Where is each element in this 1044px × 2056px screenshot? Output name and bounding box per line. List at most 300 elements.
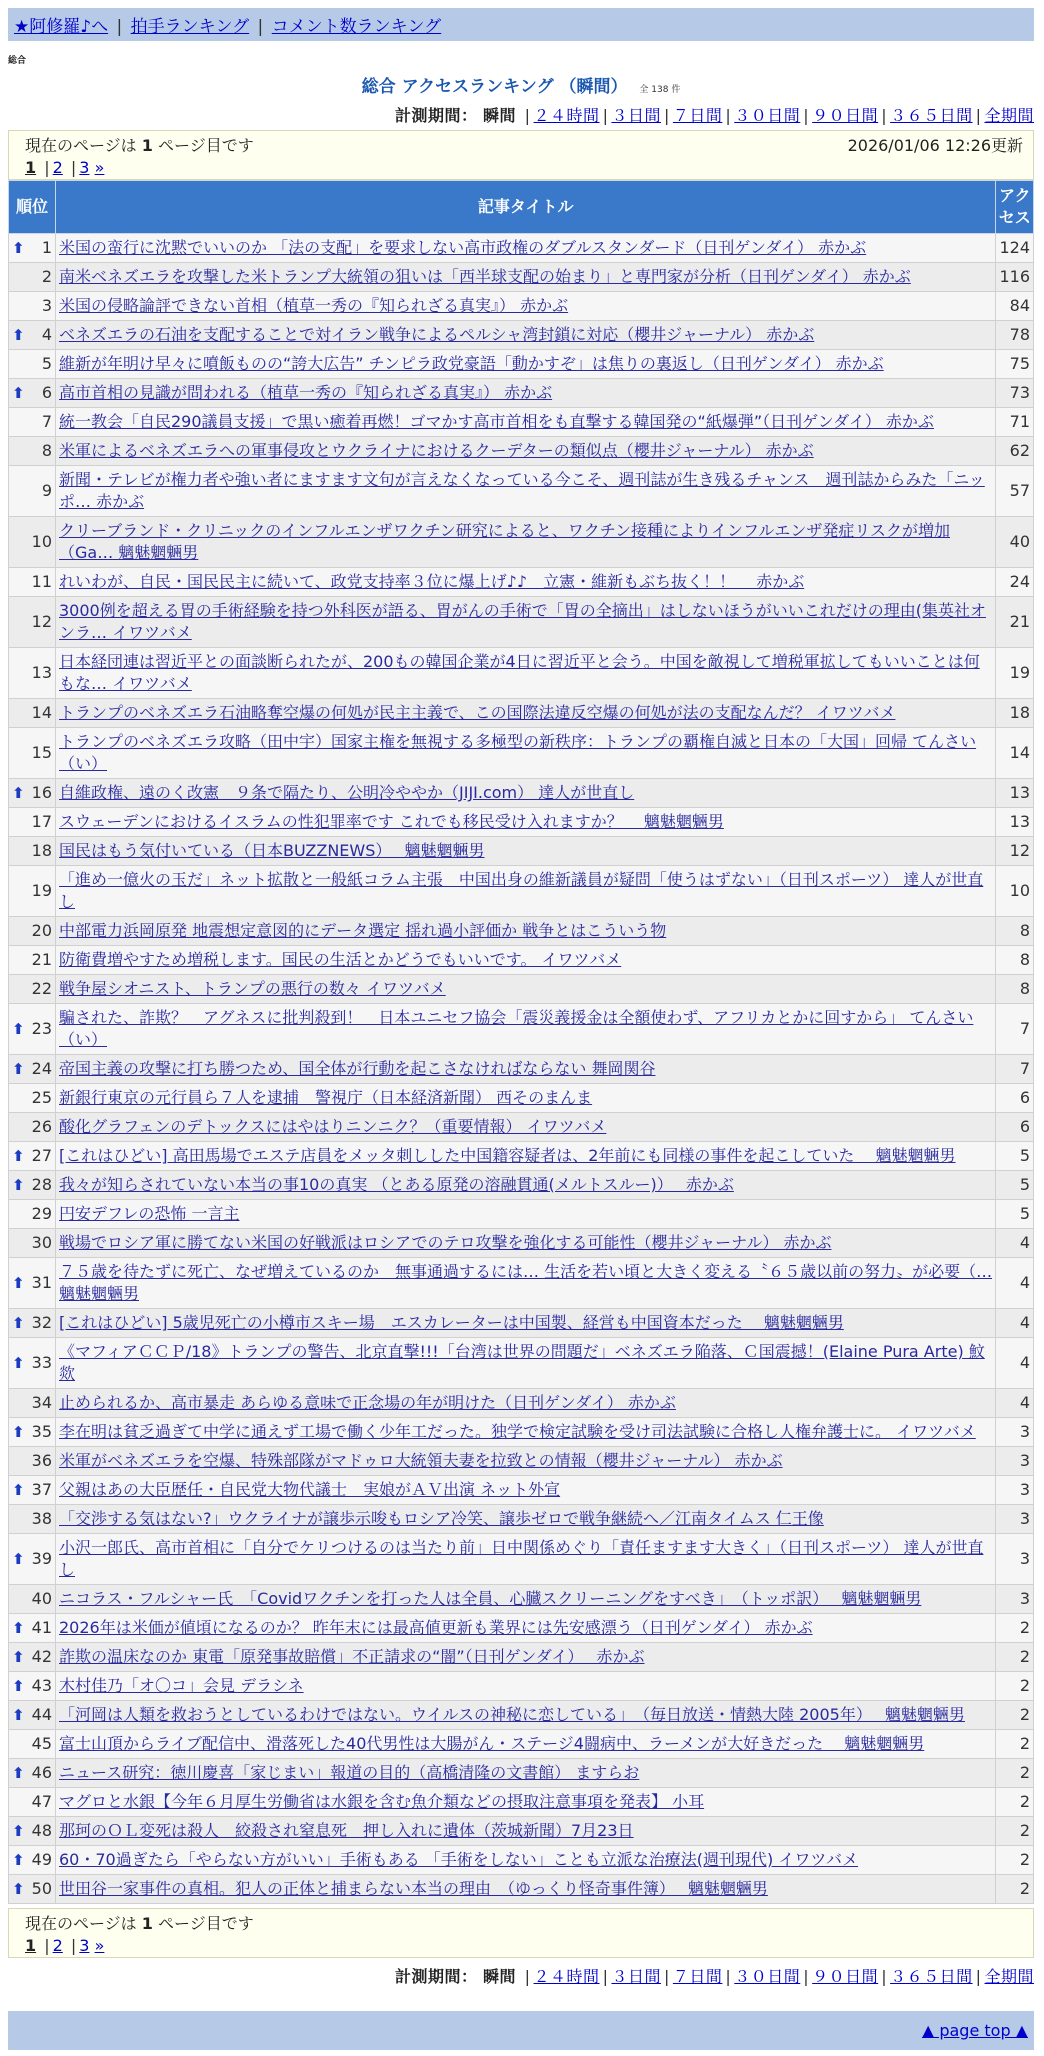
article-link[interactable]: トランプのベネズエラ石油略奪空爆の何処が民主主義で、この国際法違反空爆の何処が法の支配なんだ？ イワツバメ: [59, 703, 896, 722]
access-count: 21: [996, 597, 1034, 648]
article-link[interactable]: 米軍によるベネズエラへの軍事侵攻とウクライナにおけるクーデターの類似点（櫻井ジャーナル） 赤かぶ: [59, 441, 814, 460]
article-link[interactable]: 父親はあの大臣歴任・自民党大物代議士 実娘がＡＶ出演 ネット外宣: [59, 1480, 561, 1499]
rank-cell: [9, 1171, 56, 1200]
table-row: [9, 1389, 1034, 1418]
table-row: [9, 1759, 1034, 1788]
access-count: 3: [996, 1418, 1034, 1447]
rank-cell: [9, 466, 56, 517]
period-link[interactable]: ３６５日間: [890, 106, 973, 125]
rank-up-arrow-icon: ⬆: [12, 239, 25, 257]
access-count: 124: [996, 234, 1034, 263]
rank-up-arrow-icon: ⬆: [12, 1060, 25, 1078]
table-row: [9, 1585, 1034, 1614]
article-link[interactable]: 高市首相の見識が問われる（植草一秀の『知られざる真実』） 赤かぶ: [59, 383, 553, 402]
access-count: 2: [996, 1730, 1034, 1759]
title-cell: [56, 808, 996, 837]
table-row: [9, 408, 1034, 437]
access-count: 62: [996, 437, 1034, 466]
rank-cell: [9, 408, 56, 437]
period-separator: |: [602, 106, 609, 125]
table-row: [9, 517, 1034, 568]
article-link[interactable]: 小沢一郎氏、高市首相に「自分でケリつけるのは当たり前」日中関係めぐり「責任ますます大きく」（日刊スポーツ） 達人が世直し: [59, 1538, 984, 1579]
article-link[interactable]: 2026年は米価が値頃になるのか？ 昨年末には最高値更新も業界には先安感漂う（日刊ゲンダイ） 赤かぶ: [59, 1618, 813, 1637]
title-cell: [56, 699, 996, 728]
rank-cell: [9, 837, 56, 866]
table-row: [9, 1505, 1034, 1534]
period-separator: |: [975, 106, 982, 125]
table-row: [9, 350, 1034, 379]
article-link[interactable]: 維新が年明け早々に噴飯ものの“誇大広告” チンピラ政党豪語「動かすぞ」は焦りの裏返し（日刊ゲンダイ） 赤かぶ: [59, 354, 884, 373]
rank-number: 9: [41, 481, 52, 500]
rank-up-arrow-icon: ⬆: [12, 1880, 25, 1898]
header-count: アクセス: [996, 181, 1034, 234]
table-row: [9, 1476, 1034, 1505]
access-count: 2: [996, 1759, 1034, 1788]
pager-current-1: 1: [25, 1936, 37, 1955]
rank-cell: [9, 234, 56, 263]
rank-number: 36: [31, 1451, 52, 1470]
rank-cell: [9, 1643, 56, 1672]
rank-number: 15: [31, 743, 52, 762]
rank-up-arrow-icon: ⬆: [12, 1706, 25, 1724]
table-row: [9, 1534, 1034, 1585]
table-row: [9, 466, 1034, 517]
article-link[interactable]: 米軍がベネズエラを空爆、特殊部隊がマドゥロ大統領夫妻を拉致との情報（櫻井ジャーナル） 赤かぶ: [59, 1451, 783, 1470]
access-count: 2: [996, 1672, 1034, 1701]
total-count: 全 138 件: [639, 85, 681, 95]
comment-ranking-link[interactable]: コメント数ランキング: [271, 17, 442, 37]
access-count: 3: [996, 1476, 1034, 1505]
article-link[interactable]: 中部電力浜岡原発 地震想定意図的にデータ選定 揺れ過小評価か 戦争とはこういう物: [59, 921, 667, 940]
access-count: 116: [996, 263, 1034, 292]
rank-up-arrow-icon: ⬆: [12, 1648, 25, 1666]
page-info-bottom: [8, 1908, 1034, 1958]
article-link[interactable]: 那珂のＯＬ変死は殺人 絞殺され窒息死 押し入れに遺体（茨城新聞）7月23日: [59, 1821, 634, 1840]
rank-number: 3: [41, 296, 52, 315]
access-count: 8: [996, 975, 1034, 1004]
rank-number: 50: [31, 1879, 52, 1898]
table-row: [9, 1258, 1034, 1309]
rank-cell: [9, 1389, 56, 1418]
title-cell: [56, 597, 996, 648]
article-link[interactable]: [これはひどい] 高田馬場でエステ店員をメッタ刺しした中国籍容疑者は、2年前にも同様の事件を起こしていた 魑魅魍魎男: [59, 1146, 956, 1165]
access-count: 6: [996, 1113, 1034, 1142]
rank-up-arrow-icon: ⬆: [12, 1677, 25, 1695]
title-cell: [56, 1788, 996, 1817]
page-info-top: [8, 130, 1034, 180]
rank-up-arrow-icon: ⬆: [12, 1423, 25, 1441]
title-cell: [56, 648, 996, 699]
rank-cell: [9, 568, 56, 597]
table-row: [9, 568, 1034, 597]
title-cell: [56, 1338, 996, 1389]
title-cell: [56, 779, 996, 808]
rank-number: 35: [31, 1422, 52, 1441]
article-link[interactable]: 自維政権、遠のく改憲 ９条で隔たり、公明冷ややか（JIJI.com） 達人が世直し: [59, 783, 635, 802]
pager-next[interactable]: »: [94, 1936, 105, 1955]
access-count: 8: [996, 917, 1034, 946]
current-page-text: 現在のページは 1 ページ目です: [25, 136, 254, 155]
table-row: [9, 234, 1034, 263]
rank-number: 28: [31, 1175, 52, 1194]
table-row: [9, 808, 1034, 837]
rank-cell: [9, 1788, 56, 1817]
article-link[interactable]: 詐欺の温床なのか 東電「原発事故賠償」不正請求の“闇”（日刊ゲンダイ） 赤かぶ: [59, 1647, 645, 1666]
table-row: [9, 1788, 1034, 1817]
rank-number: 10: [31, 532, 52, 551]
rank-cell: [9, 1004, 56, 1055]
access-count: 14: [996, 728, 1034, 779]
rank-number: 48: [31, 1821, 52, 1840]
rank-number: 25: [31, 1088, 52, 1107]
table-row: [9, 648, 1034, 699]
period-link[interactable]: ３６５日間: [890, 1967, 973, 1986]
article-link[interactable]: れいわが、自民・国民民主に続いて、政党支持率３位に爆上げ♪♪ 立憲・維新もぶち抜く！！ 赤かぶ: [59, 572, 805, 591]
rank-cell: [9, 1084, 56, 1113]
table-row: [9, 1643, 1034, 1672]
title-cell: [56, 866, 996, 917]
title-cell: [56, 408, 996, 437]
rank-cell: [9, 728, 56, 779]
rank-cell: [9, 1258, 56, 1309]
access-count: 10: [996, 866, 1034, 917]
title-cell: [56, 321, 996, 350]
rank-cell: [9, 648, 56, 699]
period-link[interactable]: ９０日間: [812, 106, 879, 125]
access-count: 2: [996, 1643, 1034, 1672]
rank-number: 12: [31, 612, 52, 631]
rank-cell: [9, 779, 56, 808]
rank-cell: [9, 1476, 56, 1505]
header-title: 記事タイトル: [56, 181, 996, 234]
rank-number: 2: [41, 267, 52, 286]
rank-cell: [9, 1875, 56, 1904]
article-link[interactable]: 我々が知らされていない本当の事10の真実 （とある原発の溶融貫通(メルトスルー)） 赤かぶ: [59, 1175, 734, 1194]
access-count: 3: [996, 1447, 1034, 1476]
table-row: [9, 1055, 1034, 1084]
article-link[interactable]: 富士山頂からライブ配信中、滑落死した40代男性は大腸がん・ステージ4闘病中、ラーメンが大好きだった 魑魅魍魎男: [59, 1734, 925, 1753]
title-cell: [56, 1389, 996, 1418]
period-separator: |: [663, 106, 670, 125]
home-link[interactable]: ★阿修羅♪へ: [14, 17, 109, 37]
updated-timestamp: 2026/01/06 12:26更新: [847, 136, 1023, 155]
pager-page-3[interactable]: 3: [79, 1936, 90, 1955]
period-separator: |: [803, 1967, 810, 1986]
article-link[interactable]: 円安デフレの恐怖 一言主: [59, 1204, 240, 1223]
period-link[interactable]: ９０日間: [812, 1967, 879, 1986]
period-separator: |: [881, 106, 888, 125]
access-count: 13: [996, 779, 1034, 808]
rank-cell: [9, 699, 56, 728]
pager: 1 | 2 | 3 »: [25, 1936, 105, 1955]
nav-separator: |: [257, 17, 264, 37]
period-selector-top: [8, 103, 1034, 126]
article-link[interactable]: 統一教会「自民290議員支援」で黒い癒着再燃！ゴマかす高市首相をも直撃する韓国発の“紙爆弾”（日刊ゲンダイ） 赤かぶ: [59, 412, 934, 431]
period-link[interactable]: ２４時間: [533, 1967, 600, 1986]
period-separator: |: [524, 106, 531, 125]
access-count: 3: [996, 1505, 1034, 1534]
header-rank: 順位: [9, 181, 56, 234]
rank-cell: [9, 517, 56, 568]
table-row: [9, 292, 1034, 321]
rank-number: 31: [31, 1273, 52, 1292]
clap-ranking-link[interactable]: 拍手ランキング: [130, 17, 250, 37]
rank-up-arrow-icon: ⬆: [12, 1147, 25, 1165]
access-count: 4: [996, 1389, 1034, 1418]
rank-up-arrow-icon: ⬆: [12, 784, 25, 802]
ranking-table: [8, 180, 1034, 1904]
access-count: 2: [996, 1875, 1034, 1904]
rank-number: 11: [31, 572, 52, 591]
article-link[interactable]: 止められるか、高市暴走 あらゆる意味で正念場の年が明けた（日刊ゲンダイ） 赤かぶ: [59, 1393, 676, 1412]
article-link[interactable]: 「河岡は人類を救おうとしているわけではない。ウイルスの神秘に恋している」 （毎日放送・情熱大陸 2005年） 魑魅魍魎男: [59, 1705, 965, 1724]
rank-number: 16: [31, 783, 52, 802]
article-link[interactable]: 酸化グラフェンのデトックスにはやはりニンニク？（重要情報） イワツバメ: [59, 1117, 607, 1136]
rank-number: 23: [31, 1019, 52, 1038]
pager-current-1: 1: [25, 158, 37, 177]
access-count: 73: [996, 379, 1034, 408]
access-count: 6: [996, 1084, 1034, 1113]
pager-page-2[interactable]: 2: [52, 158, 63, 177]
page-title: [8, 72, 1034, 97]
period-link[interactable]: ３０日間: [734, 1967, 801, 1986]
title-cell: [56, 946, 996, 975]
access-count: 40: [996, 517, 1034, 568]
article-link[interactable]: スウェーデンにおけるイスラムの性犯罪率です これでも移民受け入れますか？ 魑魅魍魎男: [59, 812, 724, 831]
rank-number: 22: [31, 979, 52, 998]
nav-separator: |: [116, 17, 123, 37]
access-count: 18: [996, 699, 1034, 728]
rank-cell: [9, 1447, 56, 1476]
article-link[interactable]: 騙された、詐欺？ アグネスに批判殺到！ 日本ユニセフ協会「震災義援金は全額使わず、アフリカとかに回すから」 てんさい（い）: [59, 1008, 974, 1049]
table-row: [9, 321, 1034, 350]
rank-number: 44: [31, 1705, 52, 1724]
access-count: 24: [996, 568, 1034, 597]
rank-number: 29: [31, 1204, 52, 1223]
table-row: [9, 917, 1034, 946]
rank-number: 49: [31, 1850, 52, 1869]
table-row: [9, 1730, 1034, 1759]
period-link[interactable]: ３０日間: [734, 106, 801, 125]
rank-up-arrow-icon: ⬆: [12, 1176, 25, 1194]
title-cell: [56, 1534, 996, 1585]
title-cell: [56, 1846, 996, 1875]
article-link[interactable]: ニュース研究：徳川慶喜「家じまい」報道の目的（高橋清隆の文書館） ますらお: [59, 1763, 640, 1782]
article-link[interactable]: 新聞・テレビが権力者や強い者にますます文句が言えなくなっている今こそ、週刊誌が生き残るチャンス 週刊誌からみた「ニッポ… 赤かぶ: [59, 470, 985, 511]
article-link[interactable]: 木村佳乃「オ〇コ」会見 デラシネ: [59, 1676, 304, 1695]
article-link[interactable]: 李在明は貧乏過ぎて中学に通えず工場で働く少年工だった。独学で検定試験を受け司法試験に合格し人権弁護士に。 イワツバメ: [59, 1422, 976, 1441]
rank-cell: [9, 808, 56, 837]
access-count: 2: [996, 1817, 1034, 1846]
access-count: 2: [996, 1701, 1034, 1730]
article-link[interactable]: クリーブランド・クリニックのインフルエンザワクチン研究によると、ワクチン接種によりインフルエンザ発症リスクが増加（Ga… 魑魅魍魎男: [59, 521, 951, 562]
rank-number: 21: [31, 950, 52, 969]
table-row: [9, 263, 1034, 292]
period-link[interactable]: ２４時間: [533, 106, 600, 125]
article-link[interactable]: 日本経団連は習近平との面談断られたが、200もの韓国企業が4日に習近平と会う。中国を敵視して増税軍拡してもいいことは何もな… イワツバメ: [59, 652, 980, 693]
access-count: 5: [996, 1171, 1034, 1200]
rank-up-arrow-icon: ⬆: [12, 1314, 25, 1332]
period-selector-bottom: [8, 1964, 1034, 1987]
rank-number: 30: [31, 1233, 52, 1252]
rank-number: 13: [31, 663, 52, 682]
article-link[interactable]: 戦争屋シオニスト、トランプの悪行の数々 イワツバメ: [59, 979, 446, 998]
article-link[interactable]: 防衛費増やすため増税します。国民の生活とかどうでもいいです。 イワツバメ: [59, 950, 622, 969]
rank-cell: [9, 1113, 56, 1142]
rank-cell: [9, 1200, 56, 1229]
rank-number: 5: [41, 354, 52, 373]
period-current: 瞬間: [483, 1967, 517, 1986]
table-row: [9, 1229, 1034, 1258]
title-cell: [56, 466, 996, 517]
article-link[interactable]: 60・70過ぎたら「やらない方がいい」手術もある 「手術をしない」ことも立派な治療法(週刊現代) イワツバメ: [59, 1850, 859, 1869]
rank-up-arrow-icon: ⬆: [12, 1550, 25, 1568]
title-cell: [56, 1004, 996, 1055]
rank-number: 26: [31, 1117, 52, 1136]
period-link[interactable]: ３日間: [611, 106, 661, 125]
access-count: 3: [996, 1534, 1034, 1585]
article-link[interactable]: マグロと水銀【今年６月厚生労働省は水銀を含む魚介類などの摂取注意事項を発表】 小耳: [59, 1792, 705, 1811]
period-link[interactable]: ７日間: [672, 1967, 723, 1986]
title-cell: [56, 975, 996, 1004]
access-count: 2: [996, 1614, 1034, 1643]
access-count: 4: [996, 1309, 1034, 1338]
table-row: [9, 1701, 1034, 1730]
rank-up-arrow-icon: ⬆: [12, 1851, 25, 1869]
rank-number: 37: [31, 1480, 52, 1499]
rank-cell: [9, 866, 56, 917]
rank-number: 45: [31, 1734, 52, 1753]
rank-cell: [9, 1730, 56, 1759]
access-count: 4: [996, 1229, 1034, 1258]
article-link[interactable]: トランプのベネズエラ攻略（田中宇）国家主権を無視する多極型の新秩序：トランプの覇権自滅と日本の「大国」回帰 てんさい（い）: [59, 732, 977, 773]
rank-number: 14: [31, 703, 52, 722]
article-link[interactable]: ニコラス・フルシャー氏 「Covidワクチンを打った人は全員、心臓スクリーニングをすべき」 （トッポ訳） 魑魅魍魎男: [59, 1589, 922, 1608]
rank-number: 43: [31, 1676, 52, 1695]
rank-number: 32: [31, 1313, 52, 1332]
rank-cell: [9, 1418, 56, 1447]
title-cell: [56, 1476, 996, 1505]
article-link[interactable]: 3000例を超える胃の手術経験を持つ外科医が語る、胃がんの手術で「胃の全摘出」はしないほうがいいこれだけの理由(集英社オンラ… イワツバメ: [59, 601, 986, 642]
access-count: 2: [996, 1788, 1034, 1817]
rank-up-arrow-icon: ⬆: [12, 384, 25, 402]
rank-up-arrow-icon: ⬆: [12, 1354, 25, 1372]
article-link[interactable]: 帝国主義の攻撃に打ち勝つため、国全体が行動を起こさなければならない 舞岡関谷: [59, 1059, 656, 1078]
article-link[interactable]: 「進め一億火の玉だ」ネット拡散と一般紙コラム主張 中国出身の維新議員が疑問「使うはずない」（日刊スポーツ） 達人が世直し: [59, 870, 984, 911]
rank-number: 1: [41, 238, 52, 257]
access-count: 84: [996, 292, 1034, 321]
table-row: [9, 1142, 1034, 1171]
rank-cell: [9, 437, 56, 466]
article-link[interactable]: ベネズエラの石油を支配することで対イラン戦争によるペルシャ湾封鎖に対応（櫻井ジャーナル） 赤かぶ: [59, 325, 815, 344]
period-separator: |: [524, 1967, 531, 1986]
title-cell: [56, 1258, 996, 1309]
table-row: [9, 1817, 1034, 1846]
title-cell: [56, 517, 996, 568]
article-link[interactable]: 国民はもう気付いている（日本BUZZNEWS） 魑魅魍魎男: [59, 841, 485, 860]
pager-page-3[interactable]: 3: [79, 158, 90, 177]
table-row: [9, 1309, 1034, 1338]
access-count: 78: [996, 321, 1034, 350]
table-row: [9, 1418, 1034, 1447]
article-link[interactable]: 南米ベネズエラを攻撃した米トランプ大統領の狙いは「西半球支配の始まり」と専門家が分析（日刊ゲンダイ） 赤かぶ: [59, 267, 911, 286]
article-link[interactable]: 米国の蛮行に沈黙でいいのか 「法の支配」を要求しない高市政権のダブルスタンダード（日刊ゲンダイ） 赤かぶ: [59, 238, 867, 257]
rank-cell: [9, 321, 56, 350]
rank-number: 6: [41, 383, 52, 402]
rank-number: 4: [41, 325, 52, 344]
access-count: 5: [996, 1200, 1034, 1229]
footer-bar: [8, 2011, 1034, 2050]
article-link[interactable]: 新銀行東京の元行員ら７人を逮捕 警視庁（日本経済新聞） 西そのまんま: [59, 1088, 593, 1107]
title-cell: [56, 1171, 996, 1200]
period-separator: |: [725, 1967, 732, 1986]
rank-cell: [9, 350, 56, 379]
rank-up-arrow-icon: ⬆: [12, 326, 25, 344]
rank-up-arrow-icon: ⬆: [12, 1764, 25, 1782]
rank-number: 34: [31, 1393, 52, 1412]
rank-number: 17: [31, 812, 52, 831]
rank-cell: [9, 1759, 56, 1788]
period-label: 計測期間：: [394, 106, 478, 125]
article-link[interactable]: 《マフィアＣＣＰ/18》トランプの警告、北京直撃!!!「台湾は世界の問題だ」ベネズエラ陥落、Ｃ国震撼！(Elaine Pura Arte) 魰欻: [59, 1342, 985, 1383]
period-link[interactable]: ７日間: [672, 106, 723, 125]
title-cell: [56, 1055, 996, 1084]
rank-number: 24: [31, 1059, 52, 1078]
period-link[interactable]: 全期間: [984, 1967, 1034, 1986]
rank-cell: [9, 1817, 56, 1846]
period-separator: |: [803, 106, 810, 125]
access-count: 57: [996, 466, 1034, 517]
period-link[interactable]: 全期間: [984, 106, 1034, 125]
pager-page-2[interactable]: 2: [52, 1936, 63, 1955]
table-row: [9, 728, 1034, 779]
table-row: [9, 779, 1034, 808]
access-count: 71: [996, 408, 1034, 437]
article-link[interactable]: ７５歳を待たずに死亡、なぜ増えているのか 無事通過するには… 生活を若い頃と大きく変える〝６５歳以前の努力〟が必要（… 魑魅魍魎男: [59, 1262, 993, 1303]
article-link[interactable]: 戦場でロシア軍に勝てない米国の好戦派はロシアでのテロ攻撃を強化する可能性（櫻井ジャーナル） 赤かぶ: [59, 1233, 832, 1252]
title-cell: [56, 1418, 996, 1447]
title-cell: [56, 837, 996, 866]
article-link[interactable]: [これはひどい] 5歳児死亡の小樽市スキー場 エスカレーターは中国製、経営も中国資本だった 魑魅魍魎男: [59, 1313, 844, 1332]
title-cell: [56, 1875, 996, 1904]
pager-next[interactable]: »: [94, 158, 105, 177]
table-row: [9, 1171, 1034, 1200]
period-link[interactable]: ３日間: [611, 1967, 661, 1986]
title-cell: [56, 379, 996, 408]
rank-number: 38: [31, 1509, 52, 1528]
current-page-text: 現在のページは 1 ページ目です: [25, 1914, 254, 1933]
title-cell: [56, 1730, 996, 1759]
rank-cell: [9, 379, 56, 408]
rank-cell: [9, 1701, 56, 1730]
title-cell: [56, 1505, 996, 1534]
period-separator: |: [602, 1967, 609, 1986]
title-cell: [56, 1229, 996, 1258]
rank-cell: [9, 1142, 56, 1171]
access-count: 2: [996, 1846, 1034, 1875]
access-count: 7: [996, 1055, 1034, 1084]
article-link[interactable]: 米国の侵略論評できない首相（植草一秀の『知られざる真実』） 赤かぶ: [59, 296, 569, 315]
table-row: [9, 1113, 1034, 1142]
page-top-link[interactable]: ▲ page top ▲: [921, 2021, 1028, 2040]
rank-cell: [9, 975, 56, 1004]
access-count: 4: [996, 1338, 1034, 1389]
rank-number: 40: [31, 1589, 52, 1608]
article-link[interactable]: 「交渉する気はない?」ウクライナが譲歩示唆もロシア冷笑、譲歩ゼロで戦争継続へ／江南タイムス 仁王像: [59, 1509, 824, 1528]
article-link[interactable]: 世田谷一家事件の真相。犯人の正体と捕まらない本当の理由 （ゆっくり怪奇事件簿） 魑魅魍魎男: [59, 1879, 768, 1898]
access-count: 7: [996, 1004, 1034, 1055]
title-cell: [56, 728, 996, 779]
